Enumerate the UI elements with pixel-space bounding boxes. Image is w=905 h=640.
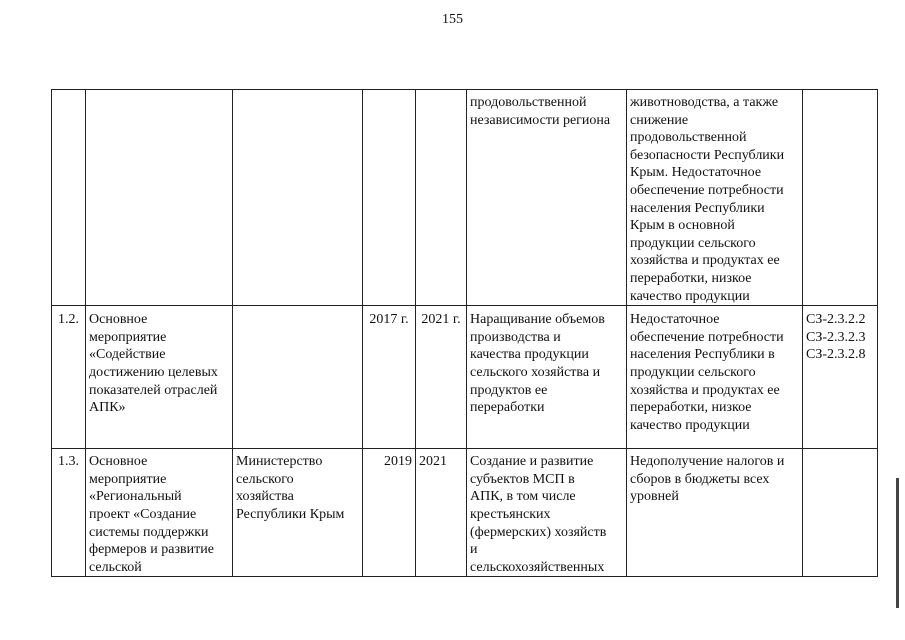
table-row xyxy=(52,449,878,577)
start-year: 2019 xyxy=(363,449,416,577)
row-number: 1.2. xyxy=(52,306,86,449)
end-year: 2021 г. xyxy=(416,306,467,449)
measure-name: Основное мероприятие «Содействие достижению целевых показателей отраслей АПК» xyxy=(86,306,233,449)
executor xyxy=(233,90,363,306)
table-row xyxy=(52,90,878,306)
indicator-codes xyxy=(803,449,878,577)
end-year xyxy=(416,90,467,306)
measures-table xyxy=(51,89,878,577)
scan-edge-mark xyxy=(896,478,899,608)
indicator-codes: СЗ-2.3.2.2 СЗ-2.3.2.3 СЗ-2.3.2.8 xyxy=(803,306,878,449)
consequences: животноводства, а также снижение продовольственной безопасности Республики Крым. Недостаточное обеспечение потребности населения Республики Крым в основной продукции сельского хозяйства и продуктах ее переработки, низкое качество продукции xyxy=(627,90,803,306)
consequences: Недостаточное обеспечение потребности населения Республики в продукции сельского хозяйства и продуктах ее переработки, низкое качество продукции xyxy=(627,306,803,449)
start-year: 2017 г. xyxy=(363,306,416,449)
expected-result: Наращивание объемов производства и качества продукции сельского хозяйства и продуктов ее переработки xyxy=(467,306,627,449)
executor xyxy=(233,306,363,449)
page-number: 155 xyxy=(442,12,463,27)
expected-result: продовольственной независимости региона xyxy=(467,90,627,306)
indicator-codes xyxy=(803,90,878,306)
table-row xyxy=(52,306,878,449)
executor: Министерство сельского хозяйства Республики Крым xyxy=(233,449,363,577)
row-number xyxy=(52,90,86,306)
measure-name: Основное мероприятие «Региональный проект «Создание системы поддержки фермеров и развитие сельской xyxy=(86,449,233,577)
end-year: 2021 xyxy=(416,449,467,577)
expected-result: Создание и развитие субъектов МСП в АПК, в том числе крестьянских (фермерских) хозяйств и сельскохозяйственных xyxy=(467,449,627,577)
measure-name xyxy=(86,90,233,306)
row-number: 1.3. xyxy=(52,449,86,577)
start-year xyxy=(363,90,416,306)
consequences: Недополучение налогов и сборов в бюджеты всех уровней xyxy=(627,449,803,577)
